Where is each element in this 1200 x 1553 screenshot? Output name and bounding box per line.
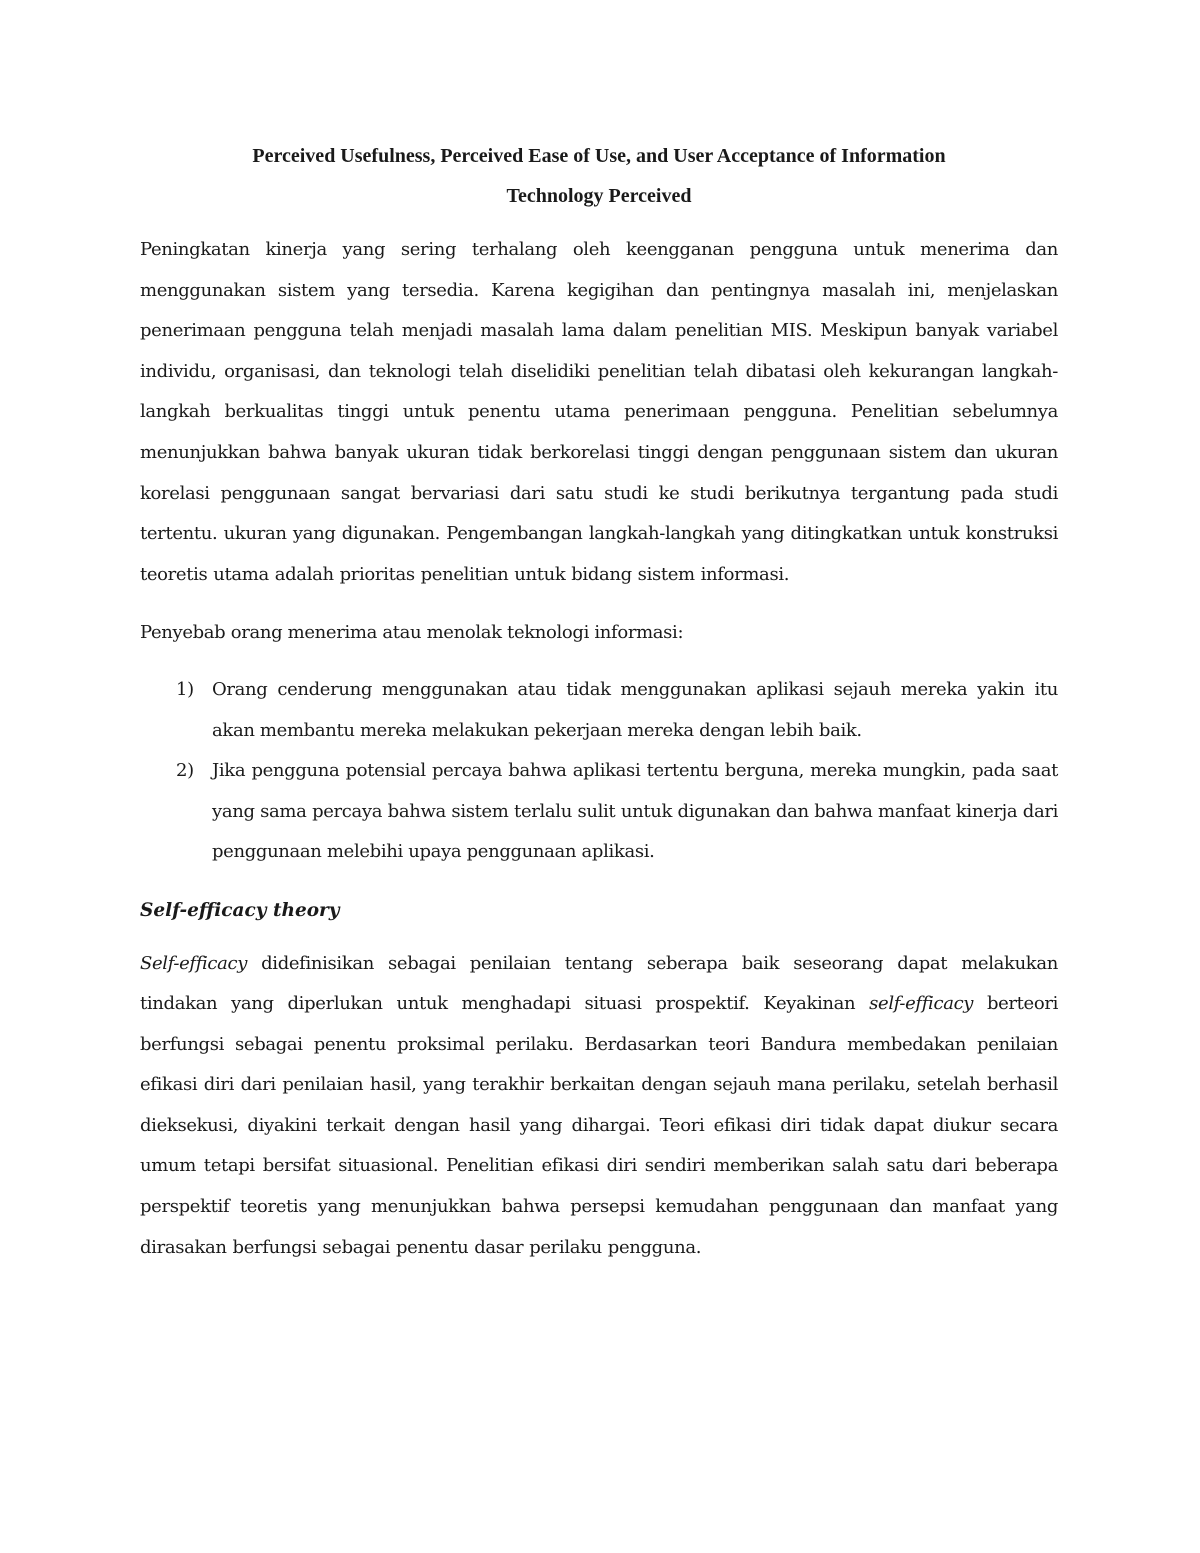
paragraph-text: berteori berfungsi sebagai penentu proksimal perilaku. Berdasarkan teori Bandura membedakan penilaian efikasi diri dari penilaian hasil, yang terakhir berkaitan dengan sejauh mana perilaku, setelah berhasil dieksekusi, diyakini terkait dengan hasil yang dihargai. Teori efikasi diri tidak dapat diukur secara umum tetapi bersifat situasional. Penelitian efikasi diri sendiri memberikan salah satu dari beberapa perspektif teoretis yang menunjukkan bahwa persepsi kemudahan penggunaan dan manfaat yang dirasakan berfungsi sebagai penentu dasar perilaku pengguna.	[140, 993, 1059, 1258]
reasons-list	[140, 670, 1058, 873]
italic-term: self-efficacy	[869, 993, 974, 1015]
list-item	[140, 751, 1058, 873]
list-intro: Penyebab orang menerima atau menolak teknologi informasi:	[140, 622, 684, 644]
italic-term: Self-efficacy	[140, 952, 248, 974]
list-item-number: 2)	[176, 760, 194, 782]
title-line-2: Technology Perceived	[506, 185, 692, 207]
section-heading: Self-efficacy theory	[140, 899, 340, 921]
document-title	[140, 136, 1058, 216]
intro-paragraph: Peningkatan kinerja yang sering terhalang oleh keengganan pengguna untuk menerima dan menggunakan sistem yang tersedia. Karena kegigihan dan pentingnya masalah ini, menjelaskan penerimaan pengguna telah menjadi masalah lama dalam penelitian MIS. Meskipun banyak variabel individu, organisasi, dan teknologi telah diselidiki penelitian telah dibatasi oleh kekurangan langkah-langkah berkualitas tinggi untuk penentu utama penerimaan pengguna. Penelitian sebelumnya menunjukkan bahwa banyak ukuran tidak berkorelasi tinggi dengan penggunaan sistem dan ukuran korelasi penggunaan sangat bervariasi dari satu studi ke studi berikutnya tergantung pada studi tertentu. ukuran yang digunakan. Pengembangan langkah-langkah yang ditingkatkan untuk konstruksi teoretis utama adalah prioritas penelitian untuk bidang sistem informasi.	[140, 239, 1058, 585]
paragraph-text: didefinisikan sebagai penilaian tentang seberapa baik seseorang dapat melakukan tindakan yang diperlukan untuk menghadapi situasi prospektif. Keyakinan	[140, 952, 1058, 1015]
title-line-1: Perceived Usefulness, Perceived Ease of Use, and User Acceptance of Information	[252, 145, 946, 167]
list-item-text: Jika pengguna potensial percaya bahwa aplikasi tertentu berguna, mereka mungkin, pada saat yang sama percaya bahwa sistem terlalu sulit untuk digunakan dan bahwa manfaat kinerja dari penggunaan melebihi upaya penggunaan aplikasi.	[212, 760, 1058, 863]
list-item-text: Orang cenderung menggunakan atau tidak menggunakan aplikasi sejauh mereka yakin itu akan membantu mereka melakukan pekerjaan mereka dengan lebih baik.	[212, 678, 1058, 741]
self-efficacy-paragraph	[140, 944, 1058, 1269]
document-body	[140, 136, 1058, 1268]
list-item	[140, 670, 1058, 751]
list-item-number: 1)	[176, 678, 194, 700]
